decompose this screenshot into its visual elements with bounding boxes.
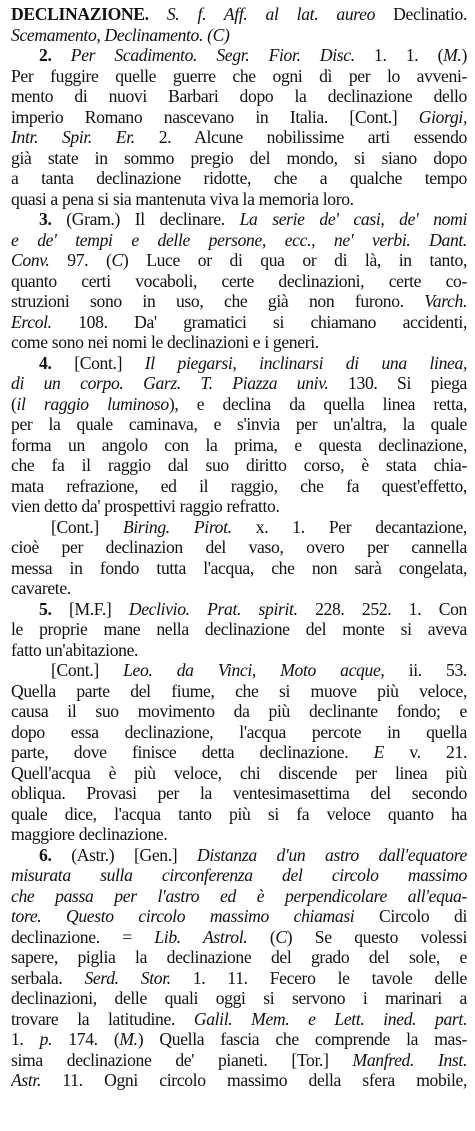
text-line [11,332,467,353]
sense-number: DECLINAZIONE. [11,4,149,24]
text-line [11,742,467,763]
body-text: Circolo di [379,906,467,926]
text-line [11,947,467,968]
text-line [11,599,467,620]
body-text: struzioni sono in uso, che già non furono. [11,291,425,311]
body-text: messa in fondo tutta l'acqua, che non sarà congelata, [11,557,467,578]
italic-text: Manfred. Inst. [352,1049,467,1070]
body-text: mata refrazione, ed il raggio, che fa quest'effetto, [11,475,467,496]
body-text: Per fuggire quelle guerre che ogni dì per lo avveni- [11,65,467,86]
text-line [11,1029,467,1050]
text-line [11,701,467,722]
text-line [11,476,467,497]
text-line [11,414,467,435]
text-line [11,230,467,251]
text-line [11,353,467,374]
italic-text: il raggio luminoso [16,393,169,414]
text-line [11,681,467,702]
italic-text: Il piegarsi, inclinarsi di una linea, [144,352,467,373]
text-line [11,824,467,845]
italic-text: Ercol. [11,311,79,332]
body-text: quasi a pena si sia mantenuta viva la memoria loro. [11,188,354,209]
text-line [11,640,467,661]
italic-text: Declivio. Prat. spirit. [128,598,316,619]
text-line [11,783,467,804]
body-text: a tanta declinazione ridotte, che a qualche tempo [11,168,467,188]
body-text: le proprie mane nella declinazione del monte si aveva [11,619,467,639]
body-text: 2. Alcune nobilissime arti essendo [158,127,467,147]
italic-text: Leo. da Vinci, Moto acque, [123,660,409,680]
text-line [11,988,467,1009]
body-text: [Cont.] [51,660,124,680]
text-line [11,86,467,107]
text-line [11,968,467,989]
body-text: causa il suo movimento da più declinante fondo; e [11,701,467,721]
italic-text: C [275,926,287,947]
text-line [11,496,467,517]
text-line [11,127,467,148]
text-line [11,291,467,312]
text-line [11,1050,467,1071]
body-text: Quell'acqua è più veloce, chi discende per linea più [11,762,467,783]
italic-text: M. [443,45,462,65]
text-line [11,927,467,948]
italic-text: tore. Questo circolo massimo chiamasi [11,906,380,926]
text-line [11,865,467,886]
text-line [11,619,467,640]
body-text: serbala. [11,967,85,988]
body-text: forma un angolo con la prima, e questa declinazione, [11,434,467,455]
text-line [11,189,467,210]
body-text: maggiore declinazione. [11,824,168,844]
text-line [11,804,467,825]
body-text: imperio Romano nascevano in Italia. [Cont.] [11,106,419,127]
body-text: (Astr.) [Gen.] [71,844,198,865]
body-text: ( [269,926,276,947]
body-text: 130. Si piega [348,373,467,393]
body-text: parte, dove finisce detta declinazione. [11,742,374,762]
text-line [11,107,467,128]
italic-text: Per Scadimento. Segr. Fior. Disc. [70,45,375,65]
text-line [11,435,467,456]
italic-text: Galil. Mem. e Lett. ined. part. [193,1008,467,1029]
text-line [11,558,467,579]
body-text: ) Se questo volessi [286,926,467,947]
text-line [11,209,467,230]
text-line [11,45,467,66]
body-text: vien detto da' prospettivi raggio refratto. [11,496,280,516]
body-text: sima declinazione de' pianeti. [Tor.] [11,1049,353,1070]
italic-text: Biring. Pirot. [122,516,256,537]
body-text: 174. ( [68,1029,120,1049]
sense-number: 4. [39,352,75,373]
body-text: 1. 1. ( [374,45,444,65]
body-text: cavarete. [11,578,71,598]
text-line [11,394,467,415]
body-text: ) Quella fascia che comprende la mas- [137,1029,467,1049]
body-text: quanto certi vocaboli, certe declinazioni, certe co- [11,270,467,291]
text-line [11,578,467,599]
body-text: ii. 53. [408,660,467,680]
body-text: che fa il raggio dal suo diritto corso, è stata chia- [11,455,467,475]
body-text: [Cont.] [74,352,145,373]
text-line [11,4,467,25]
body-text: declinazione. = [11,926,155,947]
text-line [11,455,467,476]
body-text: Quella parte del fiume, che si muove più veloce, [11,680,467,701]
italic-text: La serie de' casi, de' nomi [239,209,467,229]
body-text: Declinatio. [393,4,467,24]
text-line [11,763,467,784]
italic-text: C [111,250,123,270]
body-text: v. 21. [409,742,467,762]
body-text: [M.F.] [68,598,129,619]
body-text: fatto un'abitazione. [11,639,139,660]
body-text: 11. Ogni circolo massimo della sfera mobile, [62,1070,467,1090]
italic-text: E [373,742,410,762]
italic-text: p. [39,1029,69,1049]
sense-number: 2. [39,45,71,65]
text-line [11,250,467,271]
italic-text: Scemamento, Declinamento. (C) [11,24,230,45]
body-text: (Gram.) Il declinare. [66,209,240,229]
body-text: obliqua. Provasi per la ventesimasettima del secondo [11,783,467,803]
body-text: come sono nei nomi le declinazioni e i generi. [11,332,319,352]
text-line [11,722,467,743]
body-text: ), e declina da quella linea retta, [168,393,467,414]
sense-number: 5. [39,598,69,619]
body-text: ) Luce or di qua or di là, in tanto, [122,250,467,270]
italic-text: Giorgi, [418,106,467,127]
text-line [11,168,467,189]
italic-text: che passa per l'astro ed è perpendicolare all'equa- [11,885,467,906]
text-line [11,906,467,927]
body-text: x. 1. Per decantazione, [255,516,467,537]
italic-text: S. f. Aff. al lat. aureo [148,4,394,24]
body-text: quale dice, l'acqua tanto più si fa veloce quanto ha [11,803,467,824]
text-line [11,886,467,907]
body-text: [Cont.] [51,516,123,537]
italic-text: Serd. Stor. [84,967,193,988]
body-text: ( [11,393,17,414]
italic-text: Astr. [11,1070,63,1090]
text-line [11,25,467,46]
body-text: 97. ( [67,250,112,270]
sense-number: 3. [39,209,67,229]
body-text: 1. 11. Fecero le tavole delle [192,967,467,988]
text-line [11,66,467,87]
body-text: già state in sommo pregio del mondo, si siano dopo [11,147,467,168]
italic-text: Intr. Spir. Er. [11,127,159,147]
body-text: cioè per declinazion del vaso, overo per cannella [11,537,467,557]
text-line [11,660,467,681]
text-line [11,373,467,394]
italic-text: Varch. [424,291,467,311]
italic-text: Lib. Astrol. [154,926,270,947]
italic-text: Conv. [11,250,68,270]
sense-number: 6. [39,844,72,865]
text-line [11,312,467,333]
text-line [11,845,467,866]
body-text: 1. [11,1029,40,1049]
text-line [11,1009,467,1030]
text-line [11,148,467,169]
body-text: per la quale caminava, e s'invia per un'altra, la quale [11,414,467,434]
italic-text: di un corpo. Garz. T. Piazza univ. [11,373,349,393]
text-line [11,517,467,538]
italic-text: e de' tempi e delle persone, ecc., ne' verbi. Dant. [11,229,467,250]
body-text: 228. 252. 1. Con [315,598,467,619]
italic-text: misurata sulla circonferenza del circolo massimo [11,865,467,885]
body-text: trovare la latitudine. [11,1008,194,1029]
italic-text: M. [119,1029,138,1049]
body-text: sapere, piglia la declinazione del grado del sole, e [11,947,467,967]
body-text: dopo essa declinazione, l'acqua percote in quella [11,721,467,742]
text-line [11,271,467,292]
italic-text: Distanza d'un astro dall'equatore [197,844,467,865]
body-text: declinazioni, delle quali oggi si servono i marinari a [11,988,467,1008]
body-text: mento di nuovi Barbari dopo la declinazione dello [11,86,467,106]
text-line [11,537,467,558]
text-line [11,1070,467,1091]
body-text: ) [461,45,467,65]
body-text: 108. Da' gramatici si chiamano accidenti, [78,311,467,332]
